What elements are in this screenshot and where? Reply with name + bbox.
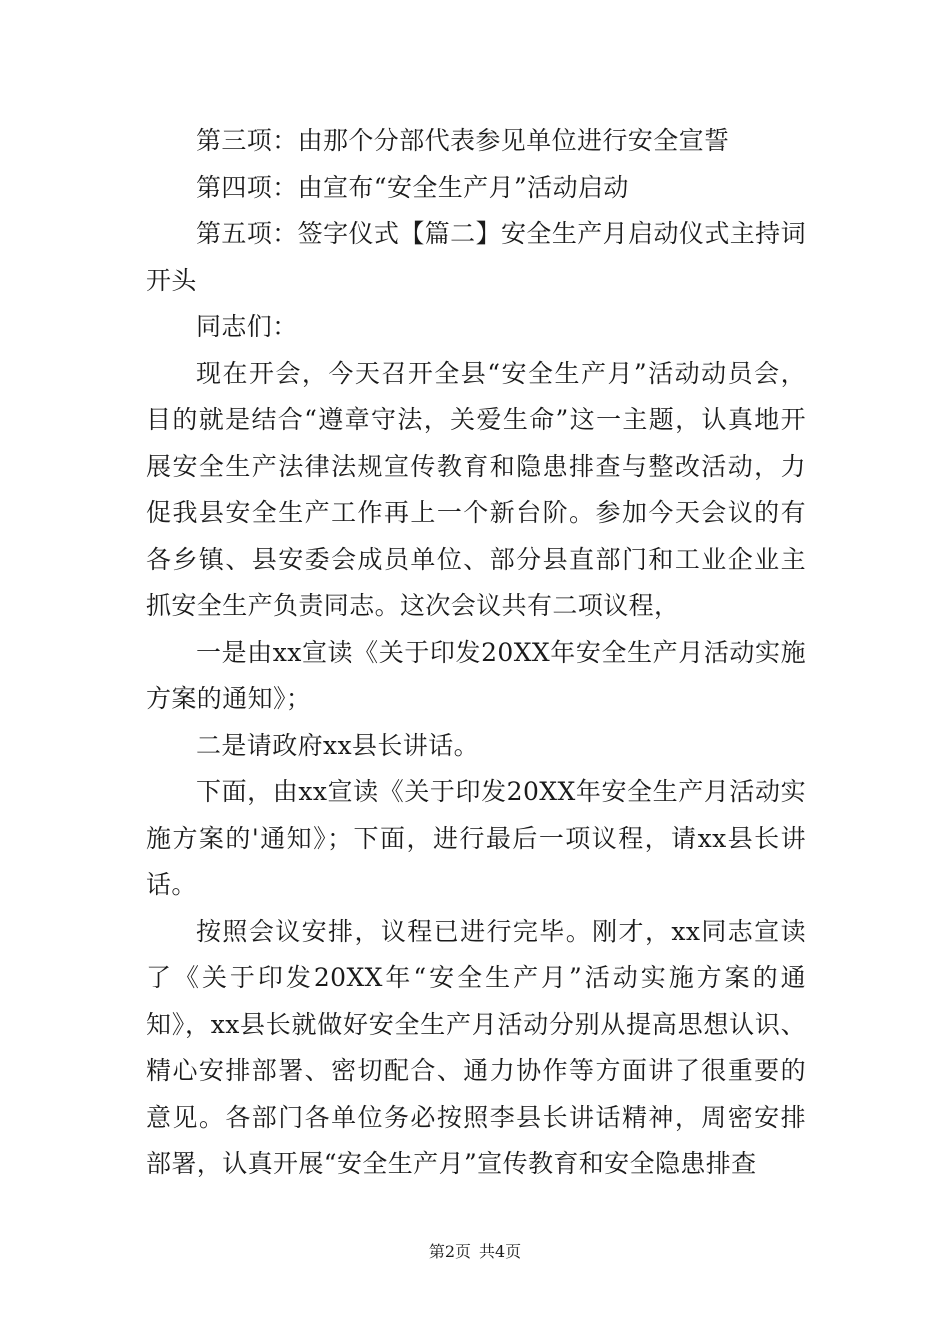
paragraph-opening: 现在开会，今天召开全县“安全生产月”活动动员会，目的就是结合“遵章守法，关爱生命”这一主题，认真地开展安全生产法律法规宣传教育和隐患排查与整改活动，力促我县安全生产工作再上一个新台阶。参加今天会议的有各乡镇、县安委会成员单位、部分县直部门和工业企业主抓安全生产负责同志。这次会议共有二项议程， [146,358,806,620]
paragraph-item-4: 第四项：由宣布“安全生产月”活动启动 [196,172,629,202]
page-total: 共4页 [479,1242,522,1261]
paragraph-agenda-1: 一是由xx宣读《关于印发20XX年安全生产月活动实施方案的通知》； [146,637,806,713]
paragraph-closing: 按照会议安排，议程已进行完毕。刚才，xx同志宣读了《关于印发20XX年“安全生产月”活动实施方案的通知》，xx县长就做好安全生产月活动分别从提高思想认识、精心安排部署、密切配合、通力协作等方面讲了很重要的意见。各部门各单位务必按照李县长讲话精神，周密安排部署，认真开展“安全生产月”宣传教育和安全隐患排查 [146,916,806,1178]
paragraph-proceed: 下面，由xx宣读《关于印发20XX年安全生产月活动实施方案的'通知》；下面，进行最后一项议程，请xx县长讲话。 [146,777,806,899]
paragraph-item-3: 第三项：由那个分部代表参见单位进行安全宣誓 [196,126,730,155]
page-number: 第2页 [428,1242,471,1261]
document-body [146,118,806,1188]
paragraph-agenda-2: 二是请政府xx县长讲话。 [196,730,479,760]
paragraph-item-5: 第五项：签字仪式【篇二】安全生产月启动仪式主持词开头 [146,219,806,295]
page-footer [0,1241,950,1263]
paragraph-greeting: 同志们： [196,312,298,341]
